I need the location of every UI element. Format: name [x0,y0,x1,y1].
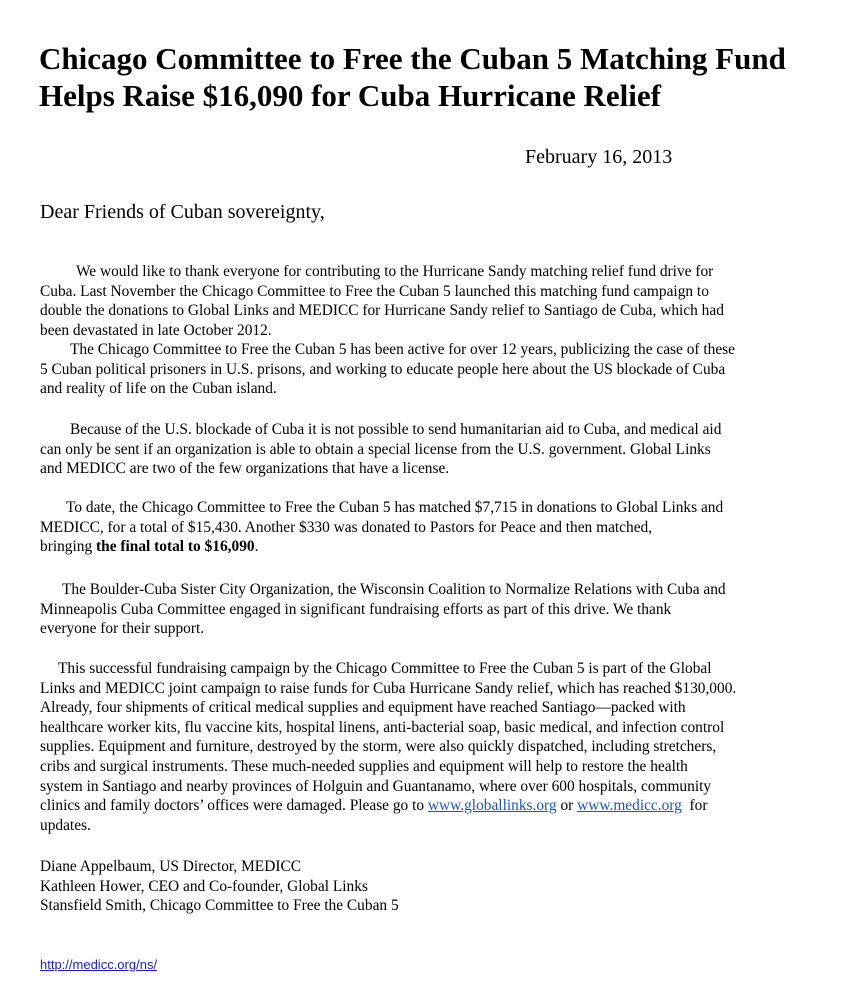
paragraph-line: The Chicago Committee to Free the Cuban 5 has been active for over 12 years, publicizing the case of these [70,341,735,358]
paragraph-3 [40,420,830,479]
signature-line: Stansfield Smith, Chicago Committee to Free the Cuban 5 [40,897,399,915]
paragraph-text: clinics and family doctors’ offices were damaged. Please go to [40,797,428,815]
paragraph-line: We would like to thank everyone for contributing to the Hurricane Sandy matching relief fund drive for [76,263,714,280]
paragraph-line: Links and MEDICC joint campaign to raise funds for Cuba Hurricane Sandy relief, which has reached $130,000. [40,679,737,697]
document-title [39,40,839,114]
paragraph-line: been devastated in late October 2012. [40,321,272,339]
signature-line: Kathleen Hower, CEO and Co-founder, Global Links [40,877,368,895]
paragraph-line: double the donations to Global Links and MEDICC for Hurricane Sandy relief to Santiago de Cuba, which had [40,302,724,320]
paragraph-text: . [254,538,259,556]
paragraph-line: updates. [40,816,91,834]
signature-block [40,857,830,916]
paragraph-line: To date, the Chicago Committee to Free the Cuban 5 has matched $7,715 in donations to Global Links and [66,499,724,516]
signature-line: Diane Appelbaum, US Director, MEDICC [40,858,301,875]
paragraph-line: and MEDICC are two of the few organizations that have a license. [40,460,450,478]
paragraph-line: MEDICC, for a total of $15,430. Another $330 was donated to Pastors for Peace and then matched, [40,518,653,536]
footer-url-link[interactable]: http://medicc.org/ns/ [40,957,158,972]
paragraph-2 [40,340,830,399]
paragraph-line [40,537,830,557]
paragraph-line: Cuba. Last November the Chicago Committee to Free the Cuban 5 launched this matching fund campaign to [40,282,709,300]
paragraph-line: Minneapolis Cuba Committee engaged in significant fundraising efforts as part of this drive. We thank [40,600,672,618]
paragraph-text: or [556,797,578,815]
paragraph-line [40,796,830,816]
final-total-text: the final total to $16,090 [96,538,255,556]
paragraph-line: can only be sent if an organization is able to obtain a special license from the U.S. government. Global Links [40,440,711,458]
paragraph-line: supplies. Equipment and furniture, destroyed by the storm, were also quickly dispatched, including stretchers, [40,738,717,756]
paragraph-line: and reality of life on the Cuban island. [40,380,277,398]
paragraph-6 [40,659,830,835]
paragraph-line: This successful fundraising campaign by the Chicago Committee to Free the Cuban 5 is part of the Global [58,660,712,677]
paragraph-line: cribs and surgical instruments. These much-needed supplies and equipment will help to restore the health [40,757,688,775]
paragraph-line: healthcare worker kits, flu vaccine kits, hospital linens, anti-bacterial soap, basic medical, and infection control [40,718,725,736]
title-line-1: Chicago Committee to Free the Cuban 5 Matching Fund [39,41,786,76]
globallinks-link[interactable]: www.globallinks.org [427,797,557,815]
paragraph-line: Already, four shipments of critical medical supplies and equipment have reached Santiago—packed with [40,699,686,717]
document-date: February 16, 2013 [525,146,673,168]
paragraph-text: for [681,797,708,815]
paragraph-line: system in Santiago and nearby provinces of Holguin and Guantanamo, where over 600 hospitals, community [40,777,712,795]
paragraph-line: 5 Cuban political prisoners in U.S. prisons, and working to educate people here about the US blockade of Cuba [40,360,726,378]
paragraph-line: everyone for their support. [40,620,205,638]
paragraph-text: bringing [40,538,97,556]
paragraph-5 [40,580,830,639]
paragraph-1 [40,262,830,340]
salutation: Dear Friends of Cuban sovereignty, [40,201,325,223]
paragraph-line: The Boulder-Cuba Sister City Organization, the Wisconsin Coalition to Normalize Relations with Cuba and [62,581,726,598]
paragraph-line: Because of the U.S. blockade of Cuba it is not possible to send humanitarian aid to Cuba, and medical aid [70,421,722,438]
medicc-link[interactable]: www.medicc.org [577,797,682,815]
title-line-2: Helps Raise $16,090 for Cuba Hurricane Relief [39,78,661,113]
paragraph-4 [40,498,830,557]
